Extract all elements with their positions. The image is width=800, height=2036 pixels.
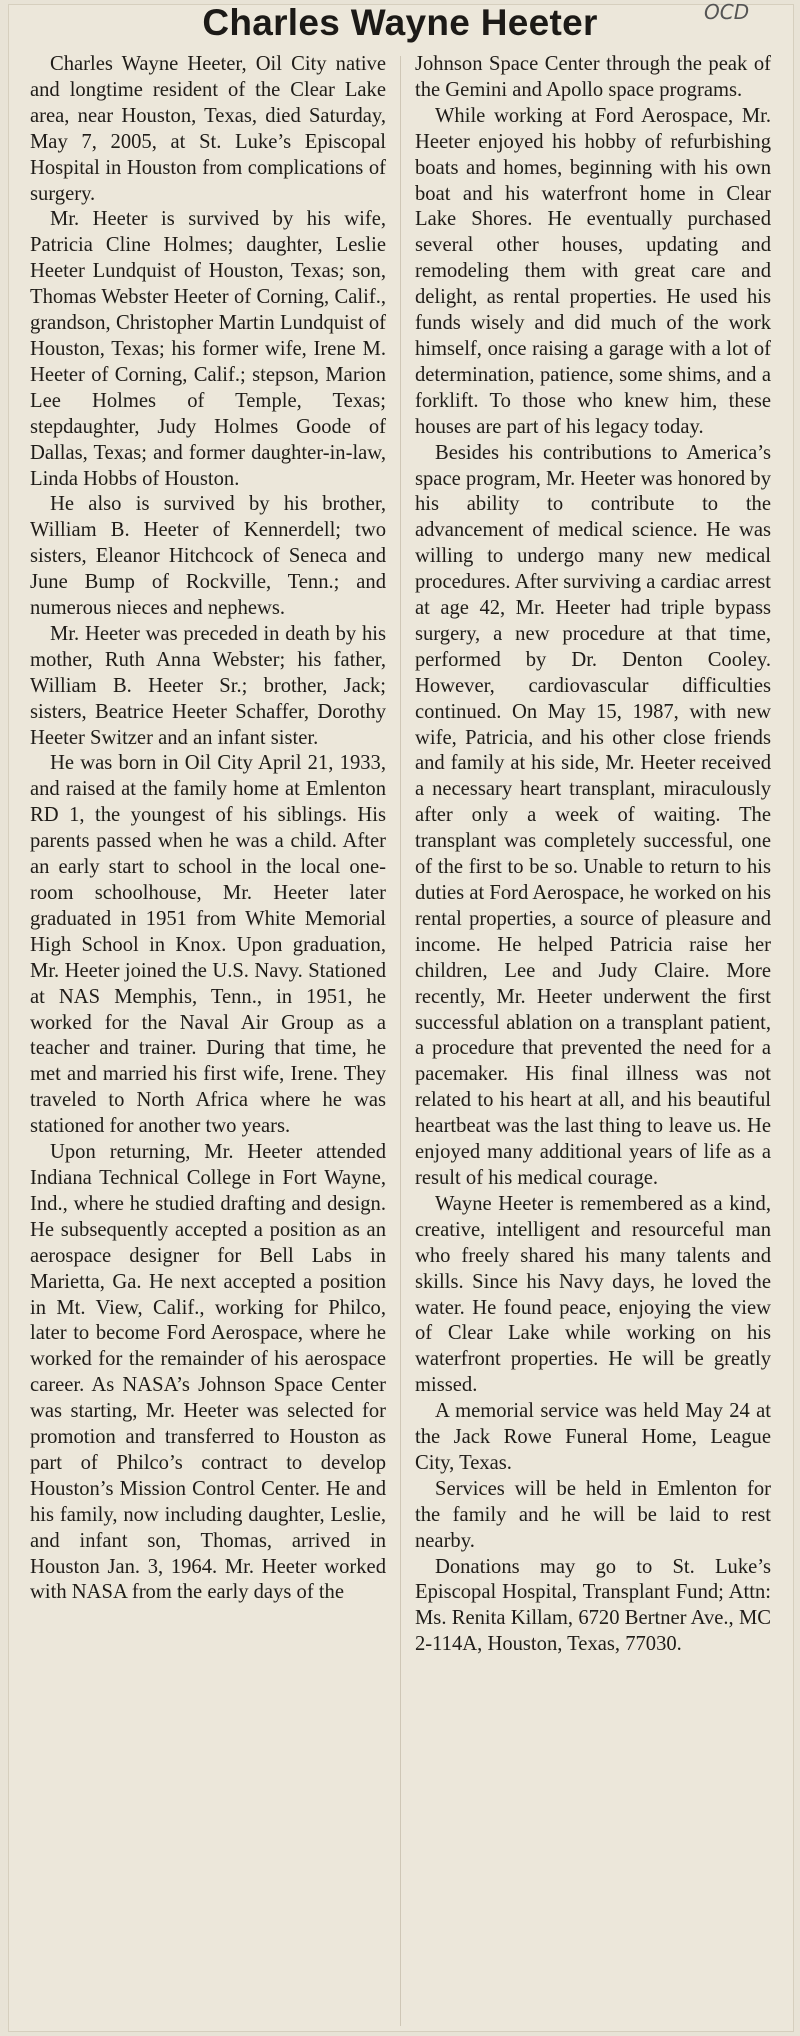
left-column — [30, 52, 386, 1606]
column-divider — [400, 56, 401, 2026]
paragraph-donations: Donations may go to St. Luke’s Episcopal Hospital, Transplant Fund; Attn: Ms. Renita Killam, 6720 Bertner Ave., MC 2-114A, Houston, Texas, 77030. — [415, 1555, 771, 1656]
paragraph-medical: Besides his contributions to America’s space program, Mr. Heeter was honored by his ability to contribute to the advancement of medical science. He was willing to undergo many new medical procedures. After surviving a cardiac arrest at age 42, Mr. Heeter had triple bypass surgery, a new procedure at that time, performed by Dr. Denton Cooley. However, cardiovascular difficulties continued. On May 15, 1987, with new wife, Patricia, and his other close friends and family at his side, Mr. Heeter received a necessary heart transplant, miraculously after only a week of waiting. The transplant was completely successful, one of the first to be so. Unable to return to his duties at Ford Aerospace, he worked on his rental properties, a source of pleasure and income. He helped Patricia raise her children, Lee and Judy Claire. More recently, Mr. Heeter underwent the first successful ablation on a transplant patient, a procedure that prevented the need for a pacemaker. His final illness was not related to his heart at all, and his beautiful heartbeat was the last thing to leave us. He enjoyed many additional years of life as a result of his medical courage. — [415, 441, 771, 1189]
paragraph-career: Upon returning, Mr. Heeter attended Indiana Technical College in Fort Wayne, Ind., where he studied drafting and design. He subsequently accepted a position as an aerospace designer for Bell Labs in Marietta, Ga. He next accepted a position in Mt. View, Calif., working for Philco, later to become Ford Aerospace, where he worked for the remainder of his aerospace career. As NASA’s Johnson Space Center was starting, Mr. Heeter was selected for promotion and transferred to Houston as part of Philco’s contract to develop Houston’s Mission Control Center. He and his family, now including daughter, Leslie, and infant son, Thomas, arrived in Houston Jan. 3, 1964. Mr. Heeter worked with NASA from the early days of the — [30, 1141, 386, 1604]
paragraph-death-notice: Charles Wayne Heeter, Oil City native and longtime resident of the Clear Lake area, near Houston, Texas, died Saturday, May 7, 2005, at St. Luke’s Episcopal Hospital in Houston from complications of surgery. — [30, 53, 386, 205]
paragraph-siblings: He also is survived by his brother, William B. Heeter of Kennerdell; two sisters, Eleanor Hitchcock of Seneca and June Bump of Rockville, Tenn.; and numerous nieces and nephews. — [30, 493, 386, 620]
paragraph-hobbies: While working at Ford Aerospace, Mr. Heeter enjoyed his hobby of refurbishing boats and homes, beginning with his own boat and his waterfront home in Clear Lake Shores. He eventually purchased several other houses, updating and remodeling them with great care and delight, as rental properties. He used his funds wisely and did much of the work himself, once raising a garage with a lot of determination, patience, some shims, and a forklift. To those who knew him, these houses are part of his legacy today. — [415, 104, 771, 438]
paragraph-memorial-service: A memorial service was held May 24 at the Jack Rowe Funeral Home, League City, Texas. — [415, 1400, 771, 1474]
obituary-headline: Charles Wayne Heeter — [202, 2, 598, 43]
paragraph-preceded: Mr. Heeter was preceded in death by his mother, Ruth Anna Webster; his father, William B. Heeter Sr.; brother, Jack; sisters, Beatrice Heeter Schaffer, Dorothy Heeter Switzer and an infant sister. — [30, 622, 386, 749]
right-column — [415, 52, 771, 1658]
paragraph-burial: Services will be held in Emlenton for the family and he will be laid to rest nearby. — [415, 1477, 771, 1552]
paragraph-early-life: He was born in Oil City April 21, 1933, and raised at the family home at Emlenton RD 1, the youngest of his siblings. His parents passed when he was a child. After an early start to school in the local one-room schoolhouse, Mr. Heeter later graduated in 1951 from White Memorial High School in Knox. Upon graduation, Mr. Heeter joined the U.S. Navy. Stationed at NAS Memphis, Tenn., in 1951, he worked for the Naval Air Group as a teacher and trainer. During that time, he met and married his first wife, Irene. They traveled to North Africa where he was stationed for another two years. — [30, 752, 386, 1138]
paragraph-survivors: Mr. Heeter is survived by his wife, Patricia Cline Holmes; daughter, Leslie Heeter Lundquist of Houston, Texas; son, Thomas Webster Heeter of Corning, Calif., grandson, Christopher Martin Lundquist of Houston, Texas; his former wife, Irene M. Heeter of Corning, Calif.; stepson, Marion Lee Holmes of Temple, Texas; stepdaughter, Judy Holmes Goode of Dallas, Texas; and former daughter-in-law, Linda Hobbs of Houston. — [30, 208, 386, 490]
handwritten-mark: OCD — [704, 0, 750, 24]
paragraph-career-continued: Johnson Space Center through the peak of the Gemini and Apollo space programs. — [415, 53, 771, 101]
paragraph-remembrance: Wayne Heeter is remembered as a kind, creative, intelligent and resourceful man who freely shared his many talents and skills. Since his Navy days, he loved the water. He found peace, enjoying the view of Clear Lake while working on his waterfront properties. He will be greatly missed. — [415, 1192, 771, 1397]
